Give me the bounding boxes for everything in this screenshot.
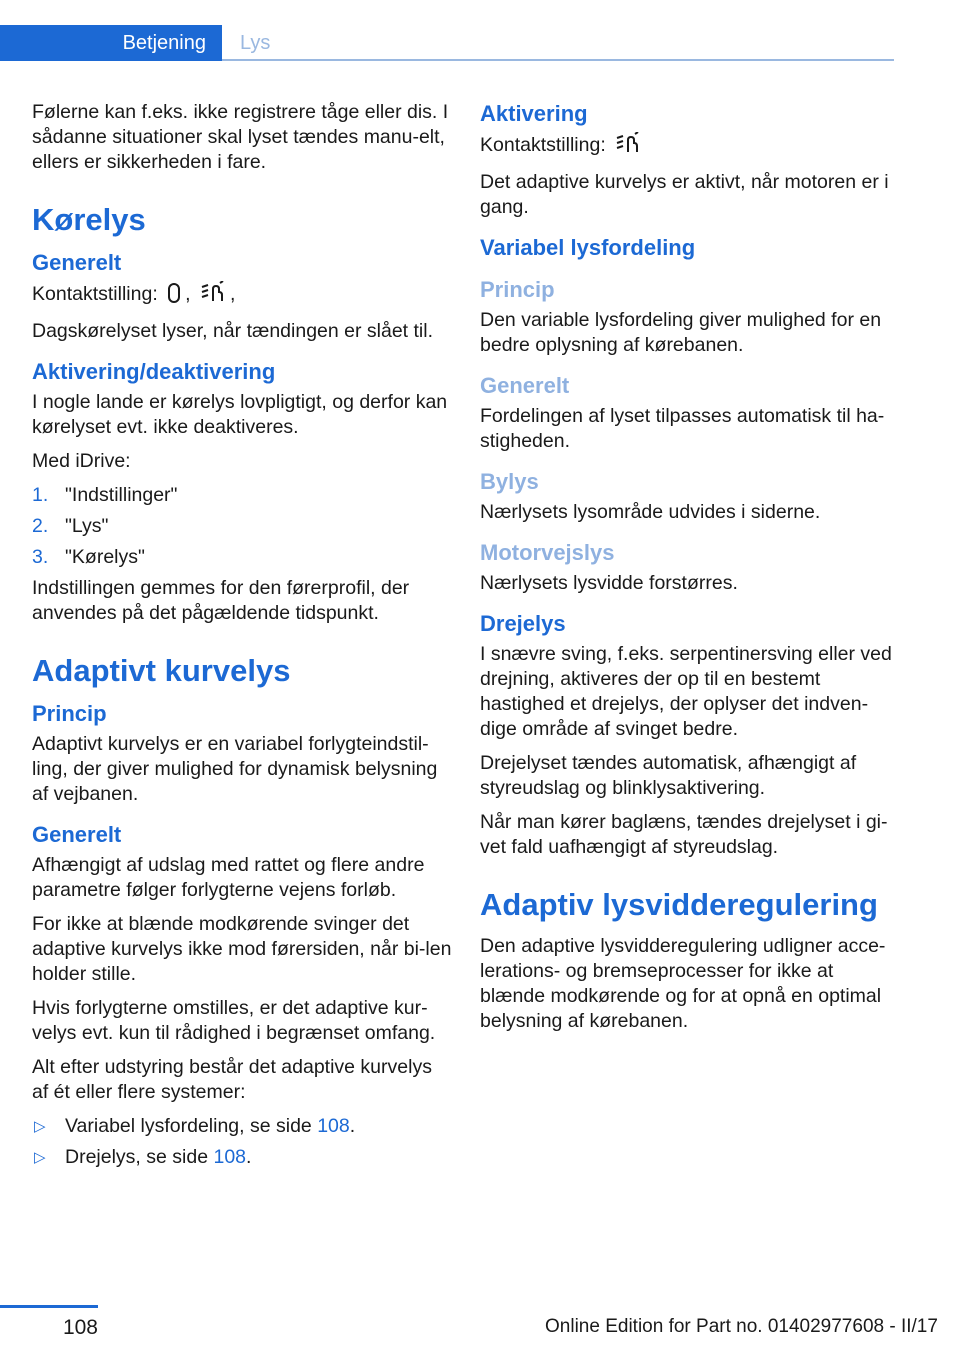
drejelys-p2: Drejelyset tændes automatisk, afhængigt af styreudslag og blinklysaktivering. xyxy=(480,752,857,799)
page-number: 108 xyxy=(62,1316,98,1339)
drejelys-p3: Når man kører baglæns, tændes drejelyset i gi-vet fald uafhængigt af styreudslag. xyxy=(480,811,888,858)
adaptivt-generelt-heading: Generelt xyxy=(32,822,122,847)
bullet-end: . xyxy=(349,1115,356,1137)
adaptivt-p3: Hvis forlygterne omstilles, er det adaptive kur-velys evt. kun til rådighed i begrænset omfang. xyxy=(32,997,436,1044)
adaptivt-princip-heading: Princip xyxy=(32,701,107,726)
bullet-text: Drejelys, se side xyxy=(65,1146,214,1168)
bullet-text: Variabel lysfordeling, se side xyxy=(65,1115,318,1137)
variabel-princip-body: Den variable lysfordeling giver mulighed for en bedre oplysning af kørebanen. xyxy=(480,309,882,356)
drejelys-heading: Drejelys xyxy=(480,611,566,636)
page-header xyxy=(0,25,894,61)
step-text: "Lys" xyxy=(65,515,109,537)
right-kontakt-line xyxy=(480,132,900,161)
kontakt-separator-2: , xyxy=(230,283,236,305)
triangle-bullet-icon: ▷ xyxy=(34,1149,46,1166)
kontakt-separator: , xyxy=(185,283,191,305)
bylys-body: Nærlysets lysområde udvides i siderne. xyxy=(480,501,821,523)
med-idrive: Med iDrive: xyxy=(32,450,131,472)
idrive-steps xyxy=(32,483,452,570)
variabel-princip-heading: Princip xyxy=(480,277,555,302)
page-link[interactable]: 108 xyxy=(317,1115,350,1137)
footer-rule xyxy=(0,1305,98,1308)
list-item xyxy=(32,545,452,570)
adaptivt-p2: For ikke at blænde modkørende svinger det adaptive kurvelys ikke mod førersiden, når bi-len holder stille. xyxy=(32,913,452,985)
step-text: "Kørelys" xyxy=(65,546,145,568)
list-item xyxy=(32,1145,452,1170)
adaptivt-p1: Afhængigt af udslag med rattet og flere andre parametre følger forlygterne vejens forløb. xyxy=(32,854,425,901)
aktivering-heading: Aktivering xyxy=(480,101,588,126)
list-item xyxy=(32,1114,452,1139)
ignition-on-icon xyxy=(200,281,226,310)
adaptivt-p4: Alt efter udstyring består det adaptive kurvelys af ét eller flere systemer: xyxy=(32,1056,432,1103)
bullet-end: . xyxy=(246,1146,252,1168)
korelys-title: Kørelys xyxy=(32,202,146,237)
adaptivt-kurvelys-title: Adaptivt kurvelys xyxy=(32,653,291,688)
engine-running-icon xyxy=(615,132,641,161)
motorvejslys-body: Nærlysets lysvidde forstørres. xyxy=(480,572,738,594)
korelys-kontakt-line xyxy=(32,281,452,310)
kontakt-label: Kontaktstilling: xyxy=(32,283,158,305)
aktivering-deaktivering-body: I nogle lande er kørelys lovpligtigt, og derfor kan kørelyset evt. ikke deaktiveres. xyxy=(32,391,448,438)
adaptivt-princip-body: Adaptivt kurvelys er en variabel forlygteindstil-ling, der giver mulighed for dynamisk belysning af vejbanen. xyxy=(32,733,438,805)
lysvidderegulering-body: Den adaptive lysvidderegulering udligner acce-lerations- og bremseprocesser for ikke at blænde modkørende og for at opnå en optimal belysning af kørebanen. xyxy=(480,935,886,1032)
variabel-lysfordeling-heading: Variabel lysfordeling xyxy=(480,235,696,260)
left-column xyxy=(32,100,452,1176)
right-column xyxy=(480,100,900,1043)
step-number: 1. xyxy=(32,484,49,506)
step-number: 3. xyxy=(32,546,49,568)
aktivering-deaktivering-heading: Aktivering/deaktivering xyxy=(32,359,276,384)
subsection-tab: Lys xyxy=(240,31,271,54)
systems-list xyxy=(32,1114,452,1170)
triangle-bullet-icon: ▷ xyxy=(34,1118,46,1135)
variabel-generelt-heading: Generelt xyxy=(480,373,570,398)
aktivering-body: Det adaptive kurvelys er aktivt, når motoren er i gang. xyxy=(480,171,889,218)
bylys-heading: Bylys xyxy=(480,469,539,494)
variabel-generelt-body: Fordelingen af lyset tilpasses automatisk til ha-stigheden. xyxy=(480,405,885,452)
korelys-generelt-heading: Generelt xyxy=(32,250,122,275)
section-tab: Betjening xyxy=(0,25,222,61)
ignition-off-icon xyxy=(167,283,181,310)
lysvidderegulering-title: Adaptiv lysvidderegulering xyxy=(480,887,878,922)
intro-paragraph: Følerne kan f.eks. ikke registrere tåge eller dis. I sådanne situationer skal lyset tændes manu-elt, ellers er sikkerheden i fare. xyxy=(32,101,449,173)
gemmes-paragraph: Indstillingen gemmes for den førerprofil, der anvendes på det pågældende tidspunkt. xyxy=(32,577,410,624)
drejelys-p1: I snævre sving, f.eks. serpentinersving eller ved drejning, aktiveres der op til en bestemt hastighed et drejelys, der oplyser det indven-dige område af svinget bedre. xyxy=(480,643,892,740)
page-link[interactable]: 108 xyxy=(213,1146,247,1168)
list-item xyxy=(32,483,452,508)
edition-text: Online Edition for Part no. 01402977608 - II/17 xyxy=(545,1316,938,1337)
list-item xyxy=(32,514,452,539)
step-number: 2. xyxy=(32,515,49,537)
header-rule xyxy=(222,59,894,61)
motorvejslys-heading: Motorvejslys xyxy=(480,540,615,565)
korelys-generelt-body: Dagskørelyset lyser, når tændingen er slået til. xyxy=(32,320,434,342)
kontakt-label: Kontaktstilling: xyxy=(480,134,606,156)
step-text: "Indstillinger" xyxy=(65,484,178,506)
